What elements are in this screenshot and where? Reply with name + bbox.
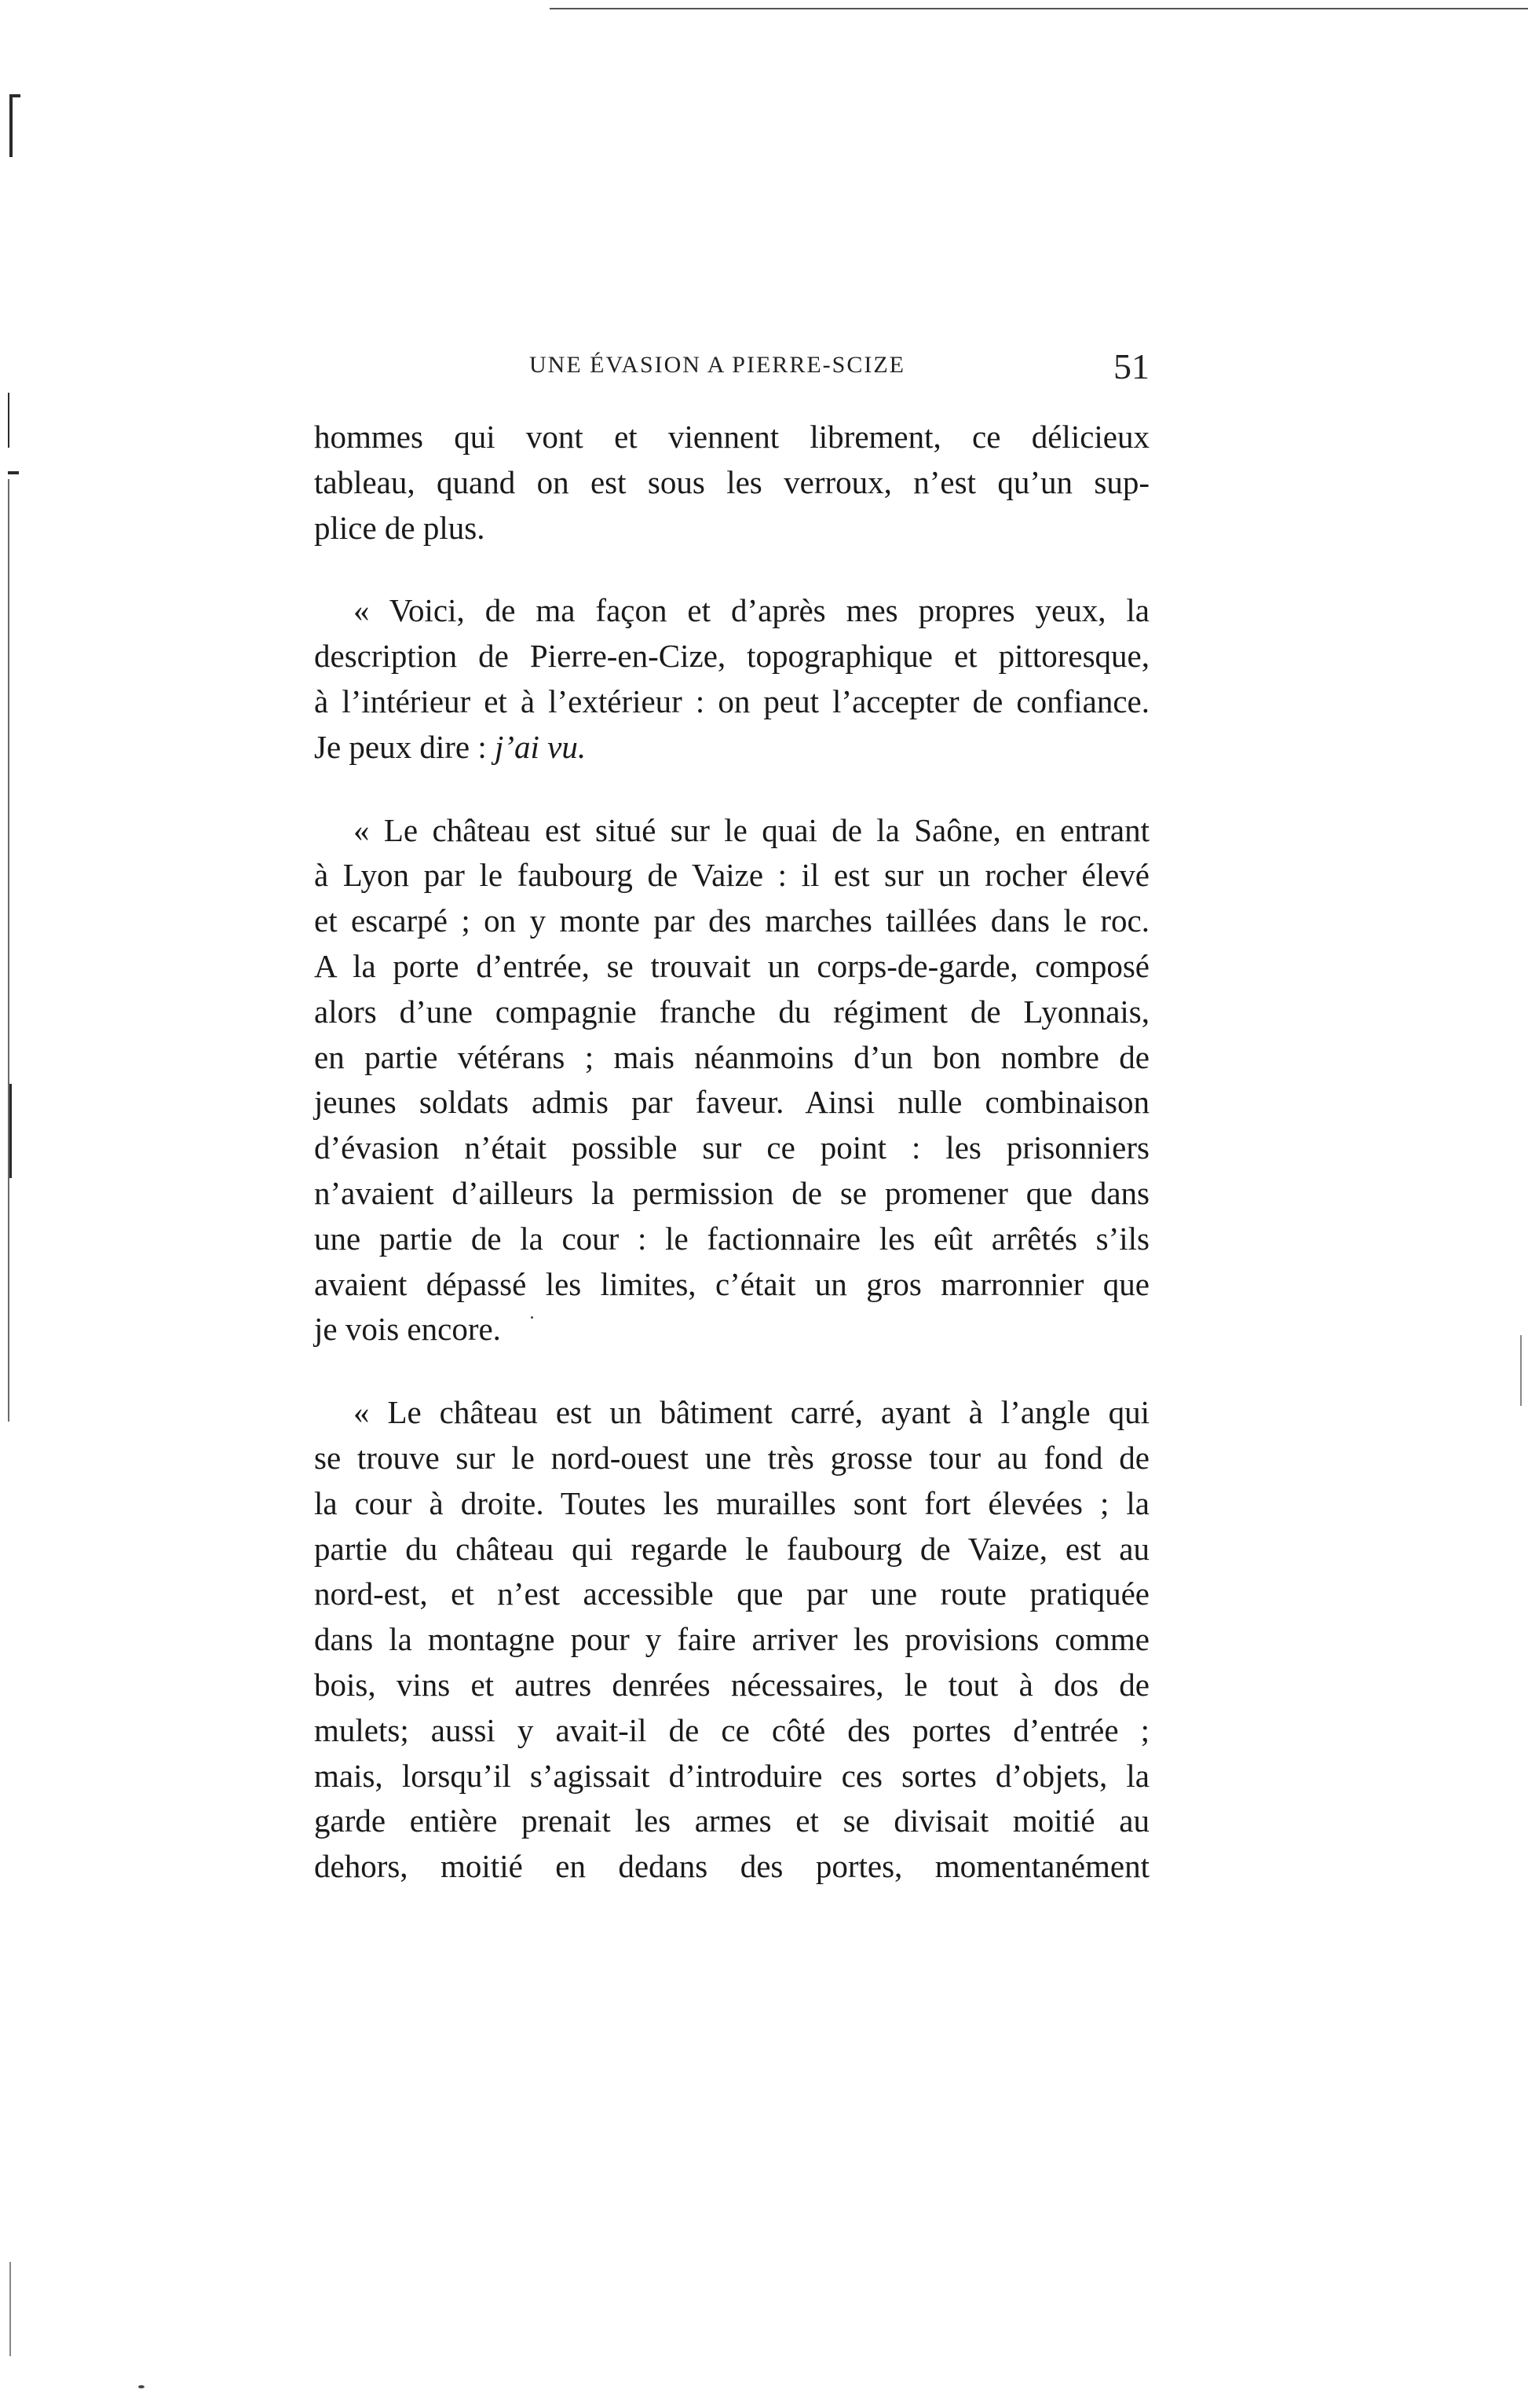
text-line: alors d’une compagnie franche du régiment de Lyonnais,	[314, 993, 1150, 1030]
scan-edge-mark	[8, 479, 9, 1422]
text-line: n’avaient d’ailleurs la permission de se promener que dans	[314, 1174, 1150, 1211]
text-line: description de Pierre-en-Cize, topographique et pittoresque,	[314, 638, 1150, 675]
paragraph	[314, 588, 1150, 770]
text-line: jeunes soldats admis par faveur. Ainsi nulle combinaison	[314, 1084, 1150, 1121]
running-header-title: UNE ÉVASION A PIERRE-SCIZE	[529, 352, 905, 378]
text-line	[314, 725, 1150, 770]
text-line: « Le château est situé sur le quai de la Saône, en entrant	[353, 811, 1150, 848]
scan-edge-mark	[8, 471, 19, 474]
text-line: mulets; aussi y avait-il de ce côté des portes d’entrée ;	[314, 1711, 1150, 1748]
paragraph	[314, 808, 1150, 1353]
emphasis-text: j’ai vu.	[494, 728, 587, 765]
text-line: partie du château qui regarde le faubourg de Vaize, est au	[314, 1530, 1150, 1567]
text-line: à l’intérieur et à l’extérieur : on peut l’accepter de confiance.	[314, 683, 1150, 719]
text-line: se trouve sur le nord-ouest une très grosse tour au fond de	[314, 1439, 1150, 1476]
text-line: « Le château est un bâtiment carré, ayant à l’angle qui	[353, 1394, 1150, 1431]
scan-edge-mark	[8, 393, 9, 448]
text-line: nord-est, et n’est accessible que par une route pratiquée	[314, 1575, 1150, 1612]
text-line: la cour à droite. Toutes les murailles sont fort élevées ; la	[314, 1484, 1150, 1521]
text-line: d’évasion n’était possible sur ce point : les prisonniers	[314, 1129, 1150, 1166]
scan-edge-mark	[1520, 1335, 1522, 1406]
text-line: une partie de la cour : le factionnaire les eût arrêtés s’ils	[314, 1220, 1150, 1257]
text-line: hommes qui vont et viennent librement, ce délicieux	[314, 419, 1150, 455]
text-line: tableau, quand on est sous les verroux, n’est qu’un sup-	[314, 463, 1150, 500]
text-line: dehors, moitié en dedans des portes, momentanément	[314, 1848, 1150, 1885]
text-line: dans la montagne pour y faire arriver les provisions comme	[314, 1621, 1150, 1658]
page-number: 51	[1113, 346, 1150, 386]
scan-edge-mark	[9, 94, 20, 97]
scan-speck	[138, 2385, 144, 2388]
scan-edge-mark	[9, 1084, 12, 1178]
scan-edge-mark	[9, 2262, 11, 2356]
text-line: à Lyon par le faubourg de Vaize : il est sur un rocher élevé	[314, 857, 1150, 894]
paragraph	[314, 1390, 1150, 1890]
text-line: garde entière prenait les armes et se divisait moitié au	[314, 1802, 1150, 1839]
text-line: « Voici, de ma façon et d’après mes propres yeux, la	[353, 592, 1150, 629]
text-line: en partie vétérans ; mais néanmoins d’un bon nombre de	[314, 1038, 1150, 1075]
text-line: je vois encore.	[314, 1311, 501, 1348]
text-line: plice de plus.	[314, 509, 485, 546]
text-line: avaient dépassé les limites, c’était un gros marronnier que	[314, 1265, 1150, 1302]
scan-top-rule	[550, 8, 1528, 9]
text-line: A la porte d’entrée, se trouvait un corps-de-garde, composé	[314, 947, 1150, 984]
scan-edge-mark	[9, 94, 13, 157]
text-line: bois, vins et autres denrées nécessaires, le tout à dos de	[314, 1666, 1150, 1703]
text-line: mais, lorsqu’il s’agissait d’introduire ces sortes d’objets, la	[314, 1757, 1150, 1794]
text-line-start: Je peux dire :	[314, 728, 487, 765]
body-text	[314, 415, 1150, 1890]
text-line: et escarpé ; on y monte par des marches taillées dans le roc.	[314, 902, 1150, 939]
paragraph-continued	[314, 415, 1150, 551]
